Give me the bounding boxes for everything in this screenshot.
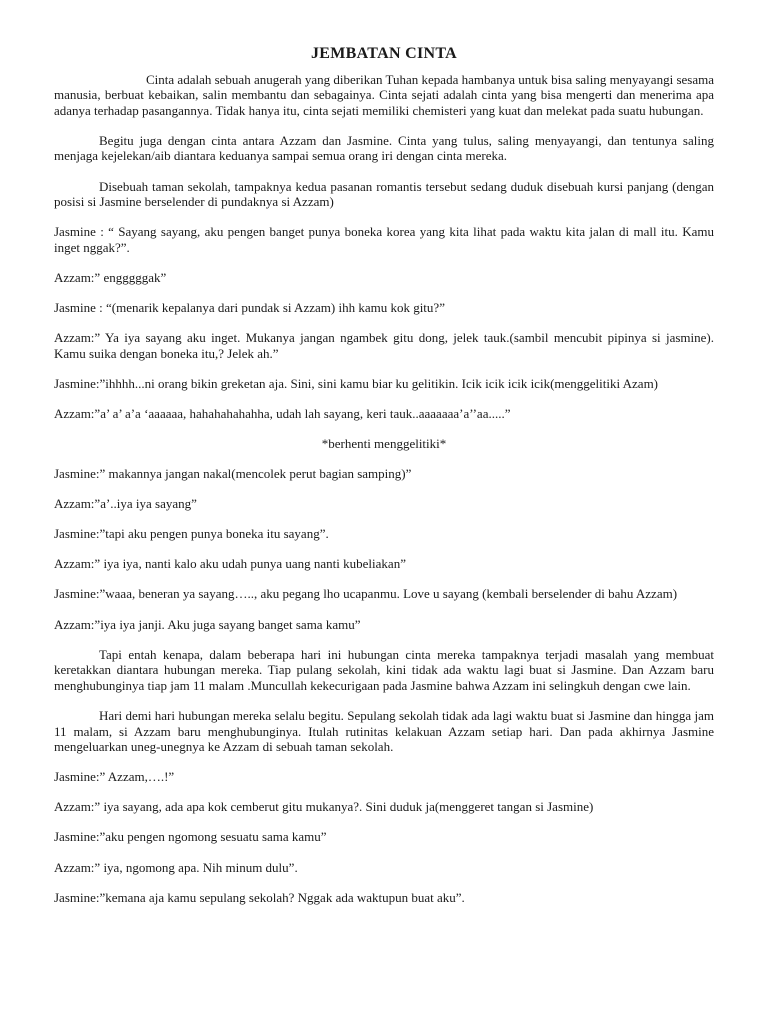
paragraph: Jasmine:”waaa, beneran ya sayang….., aku pegang lho ucapanmu. Love u sayang (kembali berselender di bahu Azzam)	[54, 586, 678, 602]
paragraph: Azzam:”a’..iya iya sayang”	[54, 496, 197, 512]
paragraph: Disebuah taman sekolah, tampaknya kedua pasanan romantis tersebut sedang duduk disebuah kursi panjang (dengan posisi si Jasmine berselender di pundaknya si Azzam)	[54, 178, 714, 210]
paragraph: Azzam:” iya sayang, ada apa kok cemberut gitu mukanya?. Sini duduk ja(menggeret tangan si Jasmine)	[54, 799, 594, 815]
paragraph: Azzam:” Ya iya sayang aku inget. Mukanya jangan ngambek gitu dong, jelek tauk.(sambil mencubit pipinya si jasmine). Kamu suika dengan boneka itu,? Jelek ah.”	[54, 330, 714, 361]
paragraph: Jasmine:” Azzam,….!”	[54, 769, 175, 785]
paragraph: Azzam:” iya, ngomong apa. Nih minum dulu”.	[54, 859, 298, 875]
paragraph: Azzam:” engggggak”	[54, 269, 167, 285]
paragraph: Jasmine:”ihhhh...ni orang bikin greketan aja. Sini, sini kamu biar ku gelitikin. Icik icik icik icik(menggelitiki Azam)	[54, 375, 659, 391]
paragraph: Hari demi hari hubungan mereka selalu begitu. Sepulang sekolah tidak ada lagi waktu buat si Jasmine dan hingga jam 11 malam, si Azzam baru menghubunginya. Itulah rutinitas kelakuan Azzam setiap hari. Dan pada akhirnya Jasmine mengeluarkan uneg-unegnya ke Azzam di sebuah taman sekolah.	[54, 707, 714, 755]
document-title: JEMBATAN CINTA	[311, 45, 457, 62]
paragraph: Cinta adalah sebuah anugerah yang diberikan Tuhan kepada hambanya untuk bisa saling menyayangi sesama manusia, berbuat kebaikan, salin membantu dan sebagainya. Cinta sejati adalah cinta yang bisa mengerti dan menerima apa adanya terhadap pasangannya. Tidak hanya itu, cinta sejati memiliki chemisteri yang kuat dan melekat pada suatu hubungan.	[54, 71, 714, 118]
paragraph: *berhenti menggelitiki*	[321, 436, 447, 451]
paragraph: Jasmine:” makannya jangan nakal(mencolek perut bagian samping)”	[54, 466, 412, 482]
paragraph: Jasmine:”aku pengen ngomong sesuatu sama kamu”	[54, 829, 327, 845]
paragraph: Jasmine : “(menarik kepalanya dari pundak si Azzam) ihh kamu kok gitu?”	[54, 300, 445, 316]
paragraph: Jasmine : “ Sayang sayang, aku pengen banget punya boneka korea yang kita lihat pada waktu kita jalan di mall itu. Kamu inget nggak?”.	[54, 224, 714, 255]
document-body	[54, 72, 714, 906]
paragraph: Azzam:” iya iya, nanti kalo aku udah punya uang nanti kubeliakan”	[54, 556, 406, 572]
paragraph: Jasmine:”kemana aja kamu sepulang sekolah? Nggak ada waktupun buat aku”.	[54, 889, 465, 905]
paragraph: Tapi entah kenapa, dalam beberapa hari ini hubungan cinta mereka tampaknya terjadi masalah yang membuat keretakkan diantara hubungan mereka. Tiap pulang sekolah, kini tidak ada waktu lagi buat si Jasmine. Dan Azzam baru menghubunginya tiap jam 11 malam .Muncullah kekecurigaan pada Jasmine bahwa Azzam ini selingkuh dengan cwe lain.	[54, 646, 714, 693]
paragraph: Jasmine:”tapi aku pengen punya boneka itu sayang”.	[54, 526, 329, 542]
paragraph: Azzam:”iya iya janji. Aku juga sayang banget sama kamu”	[54, 616, 361, 632]
paragraph: Azzam:”a’ a’ a’a ‘aaaaaa, hahahahahahha, udah lah sayang, keri tauk..aaaaaaa’a’’aa.....”	[54, 405, 511, 421]
paragraph: Begitu juga dengan cinta antara Azzam dan Jasmine. Cinta yang tulus, saling menyayangi, dan tentunya saling menjaga kejelekan/aib diantara keduanya sampai semua orang iri dengan cinta mereka.	[54, 132, 714, 164]
